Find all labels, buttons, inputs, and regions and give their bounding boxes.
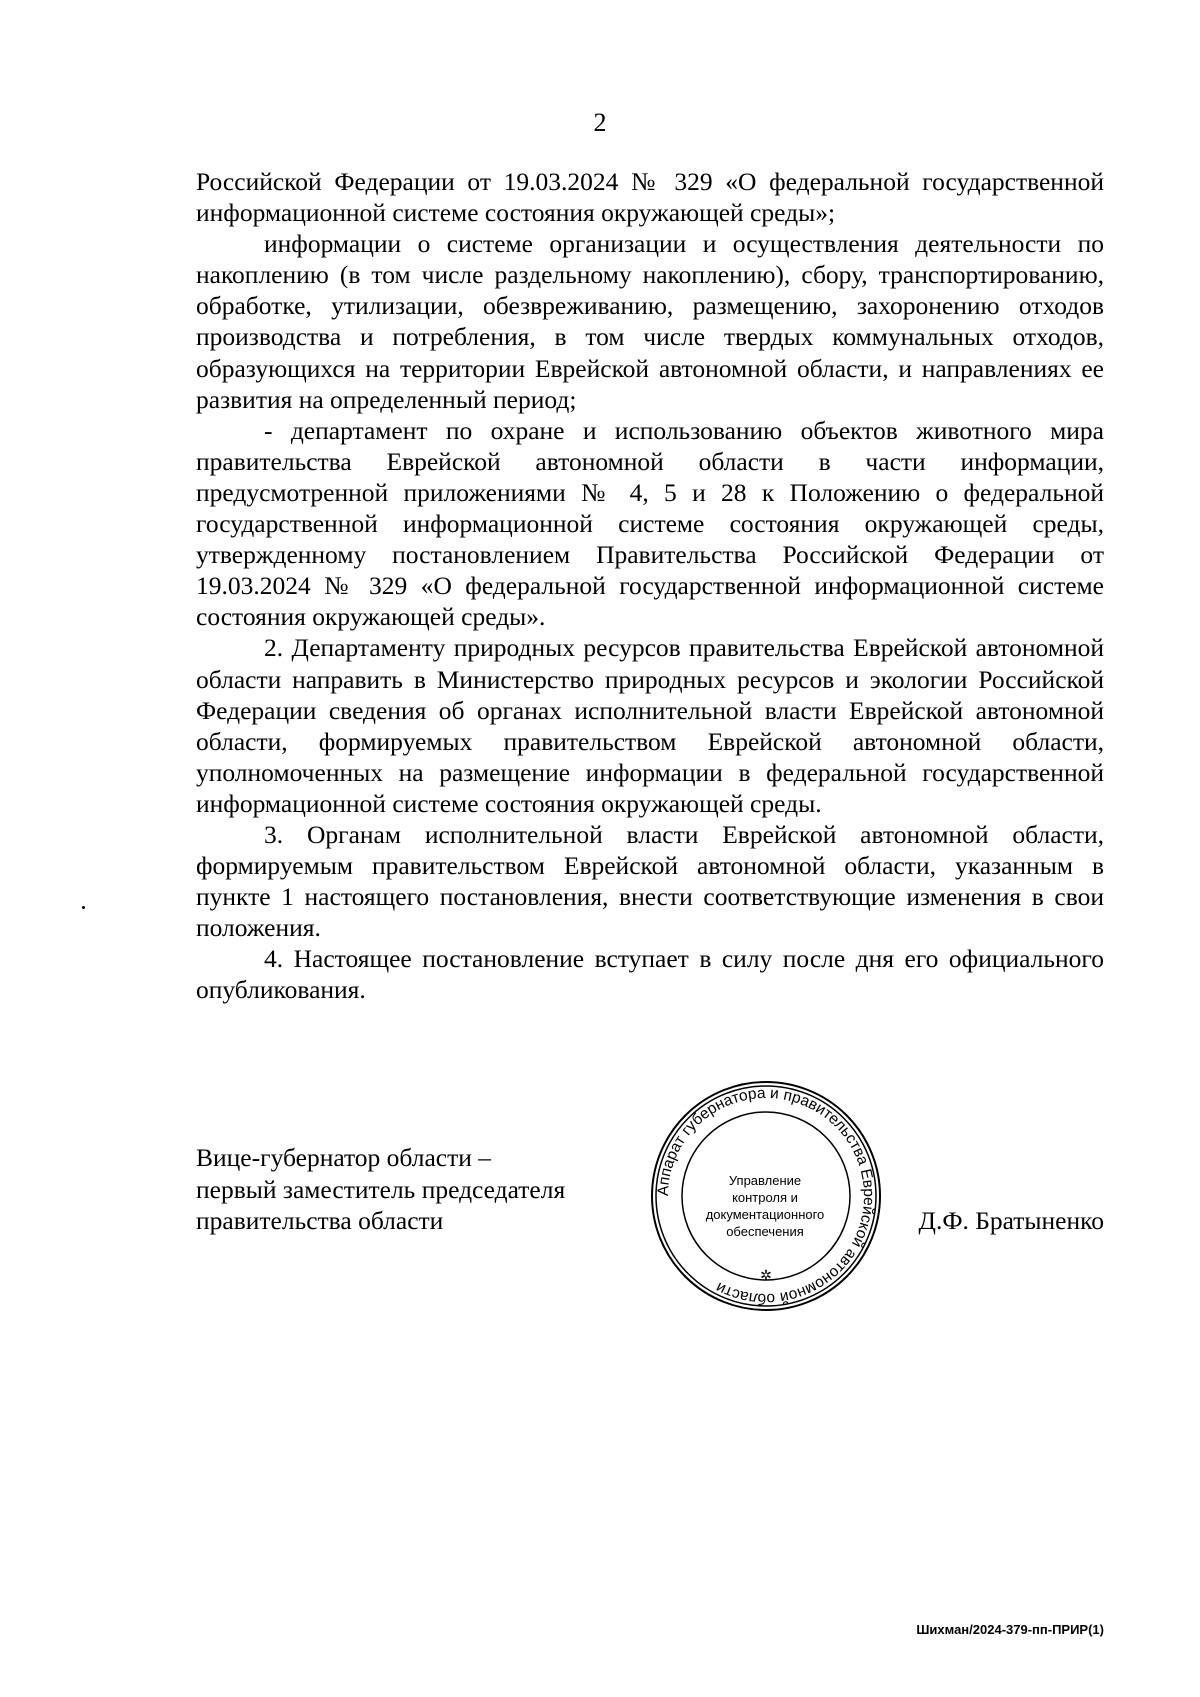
stamp-star-icon: ✲ [760, 1267, 772, 1283]
paragraph-item-4: 4. Настоящее постановление вступает в силу после дня его официального опубликования. [196, 944, 1104, 1005]
document-reference: Шихман/2024-379-пп-ПРИР(1) [916, 1622, 1104, 1637]
document-body [196, 166, 1104, 1006]
stamp-ring-textpath: Аппарат губернатора и правительства Еврейской автономной области [654, 1084, 878, 1308]
signatory-position-line: первый заместитель председателя [196, 1174, 566, 1204]
stamp-inner-line: обеспечения [726, 1224, 804, 1239]
signatory-position-line: правительства области [196, 1206, 444, 1235]
scan-speck [82, 906, 85, 909]
stamp-inner-text [701, 1172, 829, 1240]
paragraph-item-2: 2. Департаменту природных ресурсов правительства Еврейской автономной области направить в Министерство природных ресурсов и экологии Российской Федерации сведения об органах исполнительной власти Еврейской автономной области, формируемых правительством Еврейской автономной области, уполномоченных на размещение информации в федеральной государственной информационной системе состояния окружающей среды. [196, 633, 1104, 818]
paragraph-wildlife-department: - департамент по охране и использованию объектов животного мира правительства Еврейской автономной области в части информации, предусмотренной приложениями № 4, 5 и 28 к Положению о федеральной государственной информационной системе состояния окружающей среды, утвержденному постановлением Правительства Российской Федерации от 19.03.2024 № 329 «О федеральной государственной информационной системе состояния окружающей среды». [196, 415, 1104, 632]
page-number: 2 [593, 108, 607, 137]
signatory-name: Д.Ф. Братыненко [918, 1206, 1104, 1235]
paragraph-continuation: Российской Федерации от 19.03.2024 № 329 «О федеральной государственной информационной системе состояния окружающей среды»; [196, 167, 1104, 228]
stamp-inner-line: документационного [705, 1207, 825, 1222]
paragraph-item-3: 3. Органам исполнительной власти Еврейской автономной области, формируемым правительством Еврейской автономной области, указанным в пункте 1 настоящего постановления, внести соответствующие изменения в свои положения. [196, 819, 1104, 943]
signatory-position [196, 1142, 656, 1237]
paragraph-waste-info: информации о системе организации и осуществления деятельности по накоплению (в том числе раздельному накоплению), сбору, транспортированию, обработке, утилизации, обезвреживанию, размещению, захоронению отходов производства и потребления, в том числе твердых коммунальных отходов, образующихся на территории Еврейской автономной области, и направлениях ее развития на определенный период; [196, 229, 1104, 414]
stamp-inner-line: Управление контроля и [728, 1173, 802, 1205]
signatory-position-line: Вице-губернатор области – [196, 1143, 492, 1172]
